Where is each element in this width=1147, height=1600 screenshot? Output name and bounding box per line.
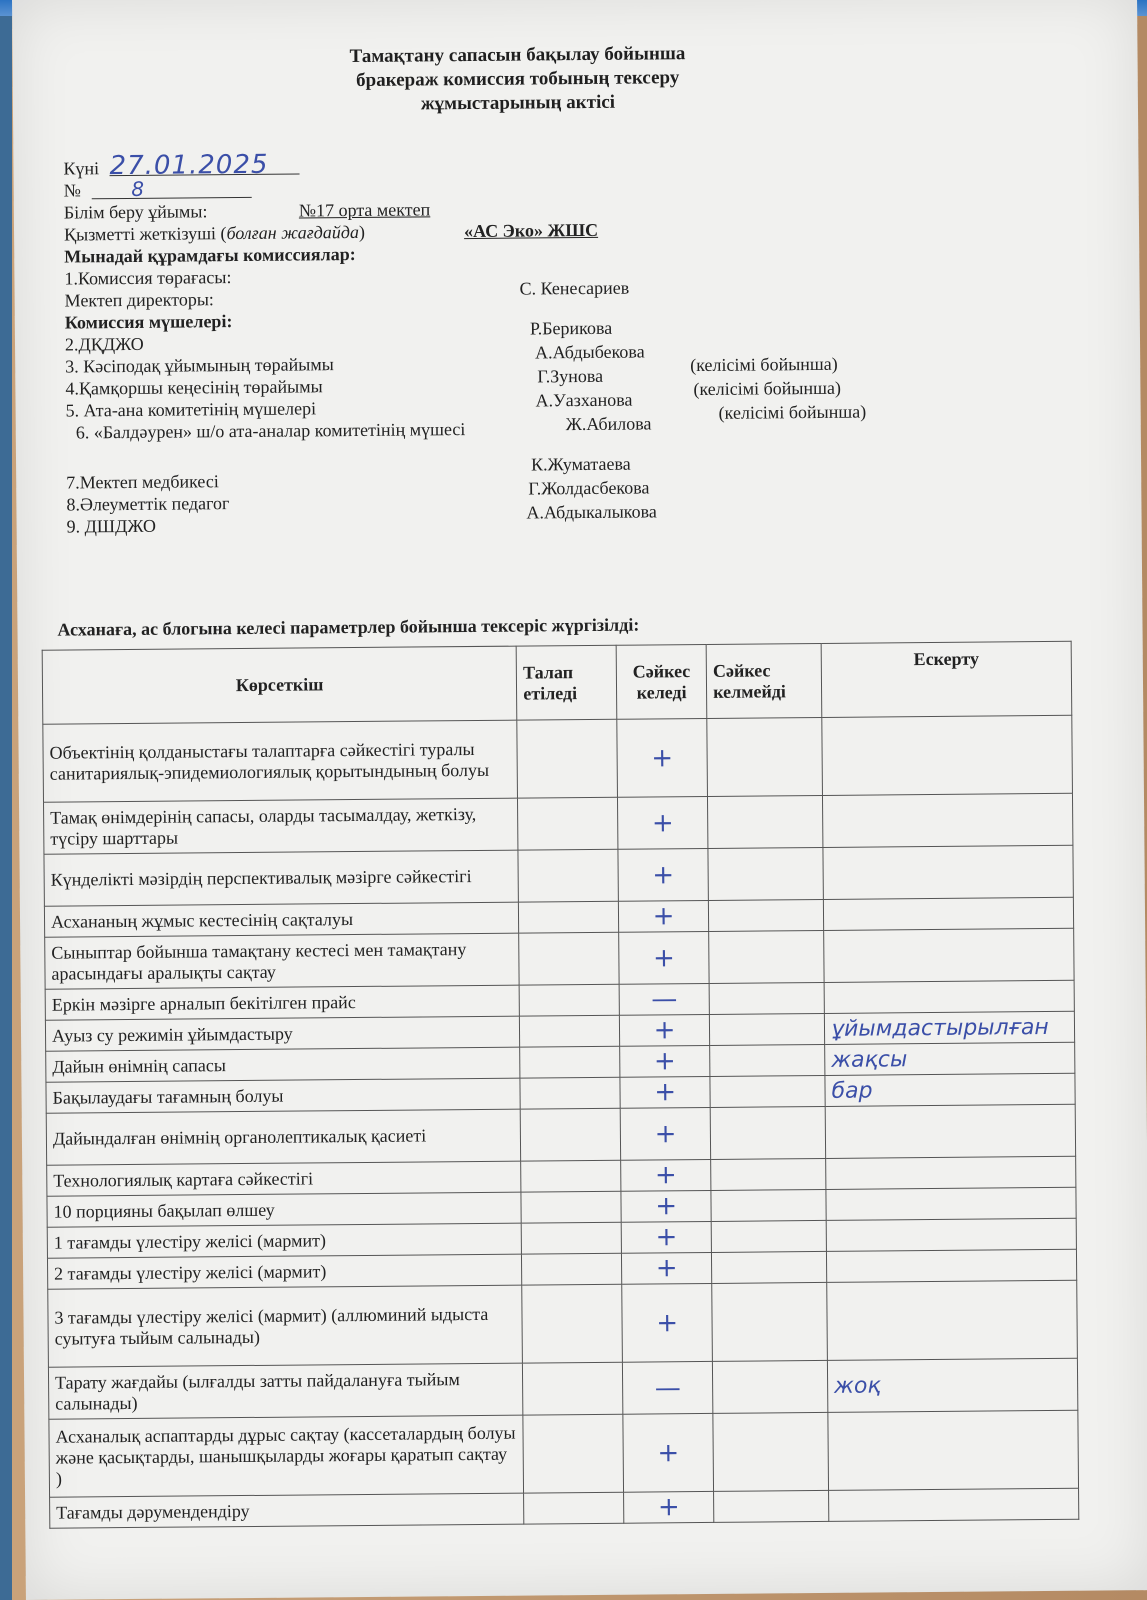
members-heading: Комиссия мүшелері: — [64, 311, 233, 333]
note-cell — [825, 1104, 1075, 1158]
noncompliant-cell — [708, 795, 823, 848]
col-header-required: Талап етіледі — [516, 645, 617, 720]
note-cell: ұйымдастырылған — [824, 1011, 1074, 1044]
compliant-mark-cell: + — [621, 1159, 711, 1191]
required-cell — [520, 1108, 620, 1161]
required-cell — [521, 1191, 621, 1223]
noncompliant-cell — [709, 930, 824, 983]
noncompliant-cell — [712, 1360, 827, 1413]
required-cell — [519, 901, 619, 933]
compliant-mark-cell: — — [619, 983, 709, 1015]
noncompliant-cell — [712, 1251, 827, 1283]
compliant-mark-cell: + — [620, 1014, 710, 1046]
required-cell — [522, 1284, 623, 1363]
note-cell — [823, 897, 1073, 930]
compliant-mark-cell: + — [621, 1190, 711, 1222]
member-note: (келісімі бойынша) — [690, 353, 838, 376]
noncompliant-cell — [711, 1158, 826, 1190]
chair-label: 1.Комиссия төрағасы: — [64, 267, 232, 289]
indicator-cell: 3 тағамды үлестіру желісі (мармит) (аллюминий ыдыста суытуға тыйым салынады) — [48, 1285, 523, 1367]
table-body — [43, 715, 1079, 1528]
member-role: 7.Мектеп медбикесі — [66, 471, 219, 493]
indicator-cell: Объектінің қолданыстағы талаптарға сәйкестігі туралы санитариялық-эпидемиологиялық қорытындының болуы — [43, 720, 518, 802]
note-cell — [829, 1488, 1079, 1521]
document-page — [12, 0, 1147, 1600]
table-row — [48, 1358, 1077, 1419]
supplier-label-end: ) — [358, 221, 366, 242]
indicator-cell: Тағамды дәрумендендіру — [50, 1493, 524, 1528]
member-name: А.Уазханова — [535, 389, 633, 411]
indicator-cell: Тарату жағдайы (ылғалды затты пайдалануға тыйым салынады) — [48, 1363, 523, 1419]
supplier-value: «АС Эко» ЖШС — [463, 219, 599, 242]
noncompliant-cell — [711, 1220, 826, 1252]
note-cell — [823, 845, 1073, 899]
table-row — [46, 1104, 1075, 1165]
org-value: №17 орта мектеп — [298, 199, 431, 221]
org-label: Білім беру ұйымы: — [63, 201, 208, 223]
inspection-table — [42, 641, 1080, 1529]
compliant-mark-cell: + — [618, 848, 708, 901]
col-header-indicator: Көрсеткіш — [42, 646, 517, 724]
compliant-mark-cell: + — [623, 1413, 714, 1492]
compliant-mark-cell: — — [623, 1361, 713, 1414]
title-line-3: жұмыстарының актісі — [420, 91, 616, 115]
required-cell — [518, 797, 618, 850]
indicator-cell: 10 порцияны бақылап өлшеу — [47, 1192, 521, 1227]
note-cell — [824, 928, 1074, 982]
indicator-cell: Еркін мәзірге арналып бекітілген прайс — [45, 985, 519, 1020]
member-role: 4.Қамқоршы кеңесінің төрайымы — [65, 376, 323, 399]
member-role: 9. ДШДЖО — [66, 515, 157, 537]
indicator-cell: Асханалық аспаптарды дұрыс сақтау (кассеталардың болуы және қасықтарды, шанышқыларды жоғары қаратып сақтау ) — [49, 1415, 524, 1497]
member-role: 3. Кәсіподақ ұйымының төрайымы — [65, 354, 334, 377]
indicator-cell: Асхананың жұмыс кестесінің сақталуы — [44, 902, 518, 937]
table-row — [44, 793, 1073, 854]
note-cell: жоқ — [827, 1358, 1077, 1412]
noncompliant-cell — [710, 1106, 825, 1159]
table-row — [48, 1280, 1078, 1367]
compliant-mark-cell: + — [619, 931, 709, 984]
member-role: 8.Әлеуметтік педагог — [66, 493, 230, 515]
indicator-cell: Дайын өнімнің сапасы — [46, 1047, 520, 1082]
required-cell — [523, 1362, 623, 1415]
commission-heading: Мынадай құрамдағы комиссиялар: — [64, 244, 356, 267]
noncompliant-cell — [708, 847, 823, 900]
col-header-note: Ескерту — [821, 641, 1072, 717]
required-cell — [520, 1077, 620, 1109]
noncompliant-cell — [711, 1189, 826, 1221]
compliant-mark-cell: + — [621, 1221, 711, 1253]
supplier-label-italic: болған жағдайда — [226, 221, 360, 244]
member-note: (келісімі бойынша) — [718, 401, 867, 423]
indicator-cell: Бақылаудағы тағамның болуы — [46, 1078, 520, 1113]
col-header-compliant: Сәйкес келеді — [616, 644, 707, 719]
compliant-mark-cell: + — [622, 1283, 713, 1362]
required-cell — [520, 1015, 620, 1047]
required-cell — [522, 1253, 622, 1285]
number-label: № — [63, 180, 81, 201]
compliant-mark-cell: + — [620, 1045, 710, 1077]
member-role: 2.ДҚДЖО — [64, 333, 144, 355]
compliant-mark-cell: + — [624, 1491, 714, 1523]
compliant-mark-cell: + — [619, 900, 709, 932]
supplier-label: Қызметті жеткізуші ( — [63, 223, 227, 245]
member-role: 6. «Балдәурен» ш/о ата-аналар комитетінің мүшесі — [75, 419, 466, 443]
title-line-2: бракераж комиссия тобының тексеру — [356, 67, 680, 91]
director-name: С. Кенесариев — [519, 277, 630, 299]
required-cell — [524, 1492, 624, 1524]
compliant-mark-cell: + — [618, 796, 708, 849]
note-cell — [822, 715, 1073, 795]
compliant-mark-cell: + — [617, 718, 708, 797]
required-cell — [521, 1160, 621, 1192]
noncompliant-cell — [712, 1282, 828, 1361]
date-value: 27.01.2025 — [110, 155, 300, 176]
table-row — [43, 715, 1073, 802]
member-name: К.Жуматаева — [530, 453, 631, 475]
table-row — [49, 1410, 1079, 1497]
note-cell — [826, 1218, 1076, 1251]
indicator-cell: 1 тағамды үлестіру желісі (мармит) — [47, 1223, 521, 1258]
note-cell — [826, 1187, 1076, 1220]
note-cell — [822, 793, 1072, 847]
required-cell — [520, 1046, 620, 1078]
note-cell: жақсы — [825, 1042, 1075, 1075]
required-cell — [521, 1222, 621, 1254]
note-cell — [824, 980, 1074, 1013]
indicator-cell: 2 тағамды үлестіру желісі (мармит) — [47, 1254, 521, 1289]
required-cell — [517, 719, 618, 798]
member-name: Ж.Абилова — [565, 413, 652, 435]
indicator-cell: Дайындалған өнімнің органолептикалық қасиеті — [46, 1109, 521, 1165]
document-title — [12, 39, 1023, 120]
indicator-cell: Ауыз су режимін ұйымдастыру — [45, 1016, 519, 1051]
member-role: 5. Ата-ана комитетінің мүшелері — [65, 398, 317, 421]
compliant-mark-cell: + — [622, 1252, 712, 1284]
member-note: (келісімі бойынша) — [693, 377, 842, 400]
member-name: Г.Жолдасбекова — [528, 477, 650, 499]
table-intro: Асханаға, ас блогына келесі параметрлер бойынша тексеріс жүргізілді: — [57, 614, 640, 640]
compliant-mark-cell: + — [620, 1076, 710, 1108]
number-value: 8 — [91, 179, 251, 199]
noncompliant-cell — [707, 717, 823, 796]
member-name: А.Абдыбекова — [535, 341, 645, 363]
noncompliant-cell — [714, 1490, 829, 1522]
date-label: Күні — [63, 158, 100, 179]
table-row — [44, 845, 1073, 906]
note-cell — [826, 1156, 1076, 1189]
col-header-noncompliant: Сәйкес келмейді — [706, 643, 822, 718]
indicator-cell: Күнделікті мәзірдің перспективалық мәзірге сәйкестігі — [44, 850, 519, 906]
indicator-cell: Сыныптар бойынша тамақтану кестесі мен тамақтану арасындағы аралықты сақтау — [45, 933, 520, 989]
table-row — [45, 928, 1074, 989]
note-cell — [828, 1410, 1079, 1490]
noncompliant-cell — [708, 899, 823, 931]
title-line-1: Тамақтану сапасын бақылау бойынша — [349, 43, 686, 68]
member-name: Г.Зунова — [537, 365, 604, 387]
member-name: Р.Берикова — [529, 317, 613, 339]
indicator-cell: Тамақ өнімдерінің сапасы, оларды тасымалдау, жеткізу, түсіру шарттары — [44, 798, 519, 854]
required-cell — [523, 1414, 624, 1493]
header-block — [63, 149, 1066, 538]
required-cell — [519, 984, 619, 1016]
note-cell — [826, 1249, 1076, 1282]
note-cell: бар — [825, 1073, 1075, 1106]
note-cell — [827, 1280, 1078, 1360]
member-name: А.Абдыкалыкова — [526, 501, 657, 523]
indicator-cell: Технологиялық картаға сәйкестігі — [47, 1161, 521, 1196]
noncompliant-cell — [709, 982, 824, 1014]
director-label: Мектеп директоры: — [64, 289, 214, 311]
noncompliant-cell — [710, 1075, 825, 1107]
table-header-row — [42, 641, 1072, 724]
noncompliant-cell — [710, 1044, 825, 1076]
noncompliant-cell — [713, 1412, 829, 1491]
required-cell — [518, 849, 618, 902]
required-cell — [519, 932, 619, 985]
noncompliant-cell — [709, 1013, 824, 1045]
compliant-mark-cell: + — [620, 1107, 710, 1160]
